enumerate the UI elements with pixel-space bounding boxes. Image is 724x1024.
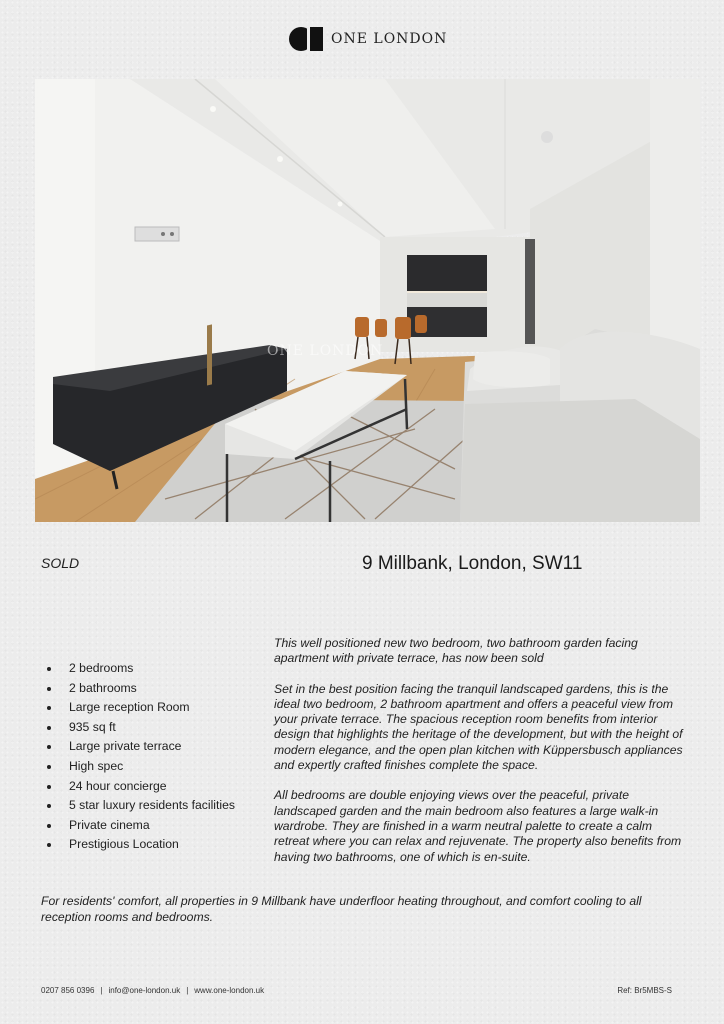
footer-contact xyxy=(41,986,264,995)
list-item: High spec xyxy=(47,757,235,777)
brand-name: ONE LONDON xyxy=(331,31,448,47)
footnote: For residents' comfort, all properties in 9 Millbank have underfloor heating throughout, and comfort cooling to all reception rooms and bedrooms. xyxy=(41,894,642,924)
list-item: 2 bedrooms xyxy=(47,659,235,679)
property-address: 9 Millbank, London, SW11 xyxy=(362,553,583,574)
one-london-logo-icon xyxy=(289,27,325,51)
reference-code: Ref: Br5MBS-S xyxy=(617,986,672,995)
footer-separator: | xyxy=(100,986,103,995)
property-description xyxy=(274,636,684,880)
list-item: 24 hour concierge xyxy=(47,777,235,797)
description-paragraph: All bedrooms are double enjoying views over the peaceful, private landscaped garden and the main bedroom also features a large walk-in wardrobe. They are finished in a warm neutral palette to create a calm retreat where you can relax and rejuvenate. The property also benefits from having two bathrooms, one of which is en-suite. xyxy=(274,788,682,864)
photo-watermark: ONE LONDON xyxy=(267,343,384,359)
feature-list xyxy=(47,659,235,855)
list-item: 935 sq ft xyxy=(47,718,235,738)
list-item: 2 bathrooms xyxy=(47,679,235,699)
list-item: Prestigious Location xyxy=(47,835,235,855)
list-item: Private cinema xyxy=(47,816,235,836)
list-item: Large reception Room xyxy=(47,698,235,718)
status-badge: SOLD xyxy=(41,555,80,571)
phone-number[interactable]: 0207 856 0396 xyxy=(41,986,95,995)
footer-separator: | xyxy=(186,986,189,995)
brand-logo[interactable] xyxy=(289,27,447,51)
list-item: Large private terrace xyxy=(47,737,235,757)
list-item: 5 star luxury residents facilities xyxy=(47,796,235,816)
description-paragraph: Set in the best position facing the tranquil landscaped gardens, this is the ideal two bedroom, 2 bathroom apartment and offers a peaceful view from your private terrace. The spacious reception room benefits from interior design that highlights the heritage of the development, but with the height of modern elegance, and the open plan kitchen with Küppersbusch appliances and expertly crafted finishes complete the space. xyxy=(274,681,683,773)
website-link[interactable]: www.one-london.uk xyxy=(194,986,265,995)
property-photo xyxy=(35,79,700,522)
description-paragraph: This well positioned new two bedroom, two bathroom garden facing apartment with private terrace, has now been sold xyxy=(274,636,638,666)
email-link[interactable]: info@one-london.uk xyxy=(108,986,181,995)
